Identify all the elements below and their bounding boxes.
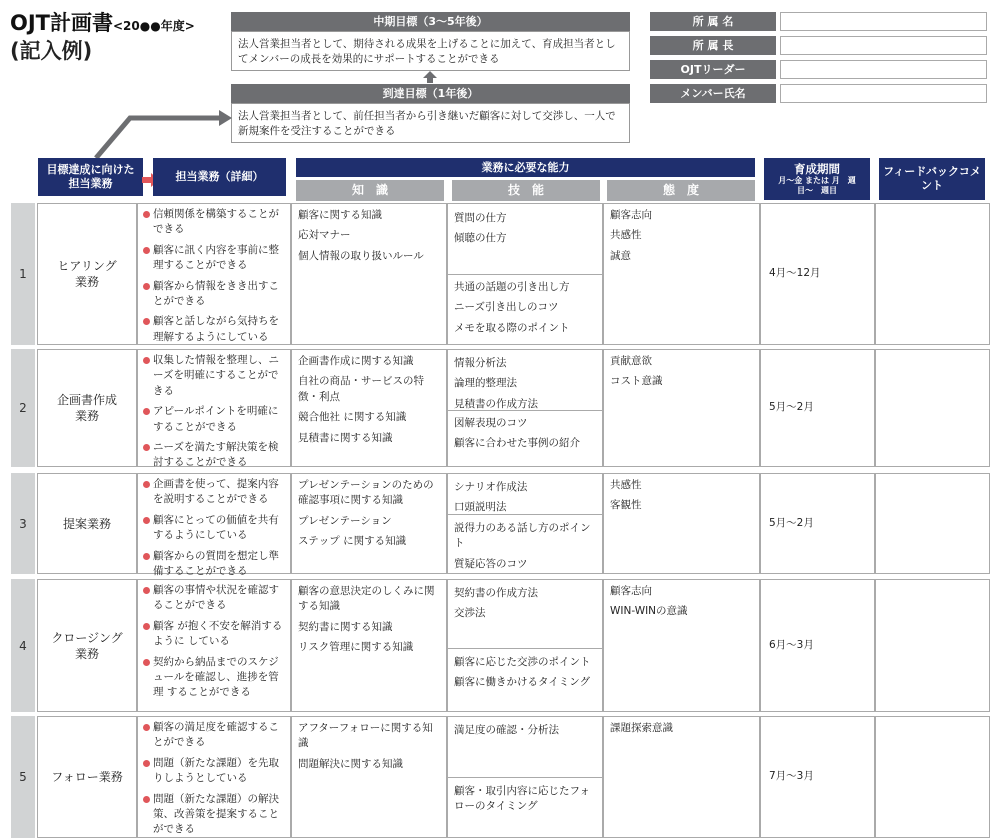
- task-name[interactable]: 企画書作成業務: [37, 349, 137, 467]
- skill-cell[interactable]: [447, 473, 603, 574]
- feedback-cell[interactable]: [875, 203, 990, 345]
- skill-item: 顧客に応じた交渉のポイント: [454, 656, 591, 668]
- manager-label: 所 属 長: [650, 36, 776, 55]
- reach-goal-label: 到達目標（1年後）: [231, 84, 630, 103]
- header-ability: 業務に必要な能力: [296, 158, 755, 177]
- skill-item: 顧客に働きかけるタイミング: [454, 676, 591, 689]
- detail-item: 収集した情報を整理し、ニーズを明確にすることができる: [142, 353, 287, 399]
- document-title: OJT計画書<20●●年度>: [10, 11, 195, 35]
- dept-label: 所 属 名: [650, 12, 776, 31]
- leader-field[interactable]: [780, 60, 987, 79]
- knowledge-item: 契約書に関する知識: [298, 620, 393, 633]
- period-cell[interactable]: [760, 716, 875, 838]
- detail-item: 顧客からの質問を想定し準備することができる: [142, 549, 287, 580]
- attitude-item: 共感性: [610, 229, 642, 242]
- attitude-cell[interactable]: [603, 203, 760, 345]
- skill-item: 顧客・取引内容に応じたフォローのタイミング: [454, 785, 590, 813]
- skill-item: 満足度の確認・分析法: [454, 724, 559, 736]
- knowledge-item: 競合他社 に関する知識: [298, 411, 407, 424]
- skill-divider: [448, 648, 602, 649]
- member-label: メンバー氏名: [650, 84, 776, 103]
- knowledge-item: 問題解決に関する知識: [298, 757, 403, 770]
- period-value: 4月〜12月: [769, 267, 821, 280]
- header-knowledge: 知 識: [296, 180, 444, 201]
- skill-item: 口頭説明法: [454, 501, 507, 514]
- skill-item: 図解表現のコツ: [454, 417, 528, 429]
- knowledge-cell[interactable]: [291, 349, 447, 467]
- task-detail-cell[interactable]: [137, 473, 291, 578]
- manager-field[interactable]: [780, 36, 987, 55]
- knowledge-item: 顧客の意思決定のしくみに関する知識: [298, 585, 435, 613]
- member-field[interactable]: [780, 84, 987, 103]
- skill-item: 共通の話題の引き出し方: [454, 281, 570, 293]
- period-value: 7月〜3月: [769, 770, 814, 783]
- skill-item: 質問の仕方: [454, 212, 507, 224]
- attitude-cell[interactable]: [603, 349, 760, 467]
- skill-item: 情報分析法: [454, 357, 507, 369]
- title-example-note: (記入例): [10, 39, 93, 63]
- attitude-item: 誠意: [610, 249, 631, 262]
- detail-item: 顧客の満足度を確認することができる: [142, 720, 287, 751]
- header-attitude: 態 度: [607, 180, 755, 201]
- attitude-item: WIN-WINの意識: [610, 605, 688, 618]
- skill-item: 顧客に合わせた事例の紹介: [454, 437, 580, 450]
- knowledge-cell[interactable]: [291, 473, 447, 574]
- task-name[interactable]: クロージング業務: [37, 579, 137, 712]
- detail-item: 契約から納品までのスケジュールを確認し、進捗を管理 することができる: [142, 655, 287, 701]
- row-number: 2: [11, 349, 35, 467]
- detail-item: 信頼関係を構築することができる: [142, 207, 287, 238]
- skill-item: ニーズ引き出しのコツ: [454, 301, 559, 314]
- mid-goal-label: 中期目標（3〜5年後）: [231, 12, 630, 31]
- skill-item: メモを取る際のポイント: [454, 321, 570, 334]
- header-task: 目標達成に向けた担当業務: [38, 158, 143, 196]
- skill-item: 見積書の作成方法: [454, 397, 538, 410]
- row-number: 4: [11, 579, 35, 712]
- row-number: 3: [11, 473, 35, 574]
- period-cell[interactable]: [760, 203, 875, 345]
- attitude-item: 客観性: [610, 499, 642, 512]
- feedback-cell[interactable]: [875, 579, 990, 712]
- detail-item: 顧客にとっての価値を共有するようにしている: [142, 513, 287, 544]
- attitude-cell[interactable]: [603, 579, 760, 712]
- detail-item: 顧客から情報をきき出すことができる: [142, 279, 287, 310]
- knowledge-cell[interactable]: [291, 203, 447, 345]
- detail-item: アピールポイントを明確にすることができる: [142, 404, 287, 435]
- header-feedback: フィードバックコメント: [879, 158, 985, 200]
- skill-item: 論理的整理法: [454, 377, 517, 390]
- attitude-item: コスト意識: [610, 375, 663, 388]
- feedback-cell[interactable]: [875, 349, 990, 467]
- skill-item: 交渉法: [454, 607, 486, 620]
- header-period: 育成期間 月〜金 または 月 週目〜 週目: [764, 158, 870, 200]
- title-year: <20●●年度>: [113, 19, 195, 33]
- detail-item: 顧客と話しながら気持ちを理解するようにしている: [142, 314, 287, 345]
- attitude-cell[interactable]: [603, 473, 760, 574]
- skill-item: シナリオ作成法: [454, 481, 528, 493]
- skill-divider: [448, 777, 602, 778]
- period-value: 5月〜2月: [769, 516, 814, 529]
- task-detail-cell[interactable]: [137, 579, 291, 712]
- knowledge-cell[interactable]: [291, 579, 447, 712]
- task-name[interactable]: フォロー業務: [37, 716, 137, 838]
- knowledge-item: プレゼンテーションのための確認事項に関する知識: [298, 479, 434, 507]
- reach-goal-text[interactable]: 法人営業担当者として、前任担当者から引き継いだ顧客に対して交渉し、一人で新規案件を受注することができる: [231, 103, 630, 143]
- detail-item: 企画書を使って、提案内容を説明することができる: [142, 477, 287, 508]
- skill-cell[interactable]: [447, 203, 603, 345]
- attitude-item: 共感性: [610, 479, 642, 491]
- detail-item: 顧客の事情や状況を確認することができる: [142, 583, 287, 614]
- attitude-item: 顧客志向: [610, 585, 652, 597]
- leader-label: OJTリーダー: [650, 60, 776, 79]
- knowledge-cell[interactable]: [291, 716, 447, 838]
- elbow-arrow-icon: [90, 108, 235, 160]
- task-name[interactable]: ヒアリング業務: [37, 203, 137, 345]
- feedback-cell[interactable]: [875, 716, 990, 838]
- skill-item: 傾聴の仕方: [454, 232, 507, 245]
- knowledge-item: 自社の商品・サービスの特徴・利点: [298, 375, 424, 403]
- task-detail-cell[interactable]: [137, 716, 291, 838]
- knowledge-item: ステップ に関する知識: [298, 535, 407, 548]
- skill-divider: [448, 514, 602, 515]
- task-detail-cell[interactable]: [137, 349, 291, 467]
- attitude-item: 顧客志向: [610, 209, 652, 221]
- period-value: 5月〜2月: [769, 401, 814, 414]
- detail-item: 問題（新たな課題）を先取りしようとしている: [142, 756, 287, 787]
- knowledge-item: プレゼンテーション: [298, 514, 392, 527]
- attitude-item: 貢献意欲: [610, 355, 652, 367]
- period-value: 6月〜3月: [769, 638, 814, 651]
- dept-field[interactable]: [780, 12, 987, 31]
- skill-cell[interactable]: [447, 716, 603, 838]
- task-name[interactable]: 提案業務: [37, 473, 137, 574]
- skill-cell[interactable]: [447, 579, 603, 712]
- header-skill: 技 能: [452, 180, 600, 201]
- feedback-cell[interactable]: [875, 473, 990, 574]
- knowledge-item: 顧客に関する知識: [298, 209, 382, 221]
- knowledge-item: 個人情報の取り扱いルール: [298, 249, 424, 262]
- knowledge-item: リスク管理に関する知識: [298, 641, 414, 654]
- detail-item: ニーズを満たす解決策を検討することができる: [142, 440, 287, 471]
- up-arrow-icon: [422, 70, 438, 84]
- skill-item: 質疑応答のコツ: [454, 557, 528, 570]
- period-cell[interactable]: [760, 579, 875, 712]
- header-detail: 担当業務（詳細）: [153, 158, 286, 196]
- skill-divider: [448, 274, 602, 275]
- knowledge-item: 企画書作成に関する知識: [298, 355, 414, 367]
- skill-item: 説得力のある話し方のポイント: [454, 522, 591, 550]
- skill-divider: [448, 410, 602, 411]
- skill-item: 契約書の作成方法: [454, 587, 538, 599]
- detail-item: 顧客に訊く内容を事前に整理することができる: [142, 243, 287, 274]
- period-cell[interactable]: [760, 349, 875, 467]
- detail-item: 問題（新たな課題）の解決策、改善策を提案することができる: [142, 792, 287, 838]
- mid-goal-text[interactable]: 法人営業担当者として、期待される成果を上げることに加えて、育成担当者としてメンバーの成長を効果的にサポートすることができる: [231, 31, 630, 71]
- period-cell[interactable]: [760, 473, 875, 574]
- attitude-item: 課題探索意識: [610, 722, 673, 734]
- row-number: 5: [11, 716, 35, 838]
- knowledge-item: アフターフォローに関する知識: [298, 722, 433, 750]
- row-number: 1: [11, 203, 35, 345]
- knowledge-item: 見積書に関する知識: [298, 431, 393, 444]
- attitude-cell[interactable]: [603, 716, 760, 838]
- detail-item: 顧客 が抱く不安を解消するように している: [142, 619, 287, 650]
- task-detail-cell[interactable]: [137, 203, 291, 345]
- skill-cell[interactable]: [447, 349, 603, 467]
- knowledge-item: 応対マナー: [298, 229, 351, 242]
